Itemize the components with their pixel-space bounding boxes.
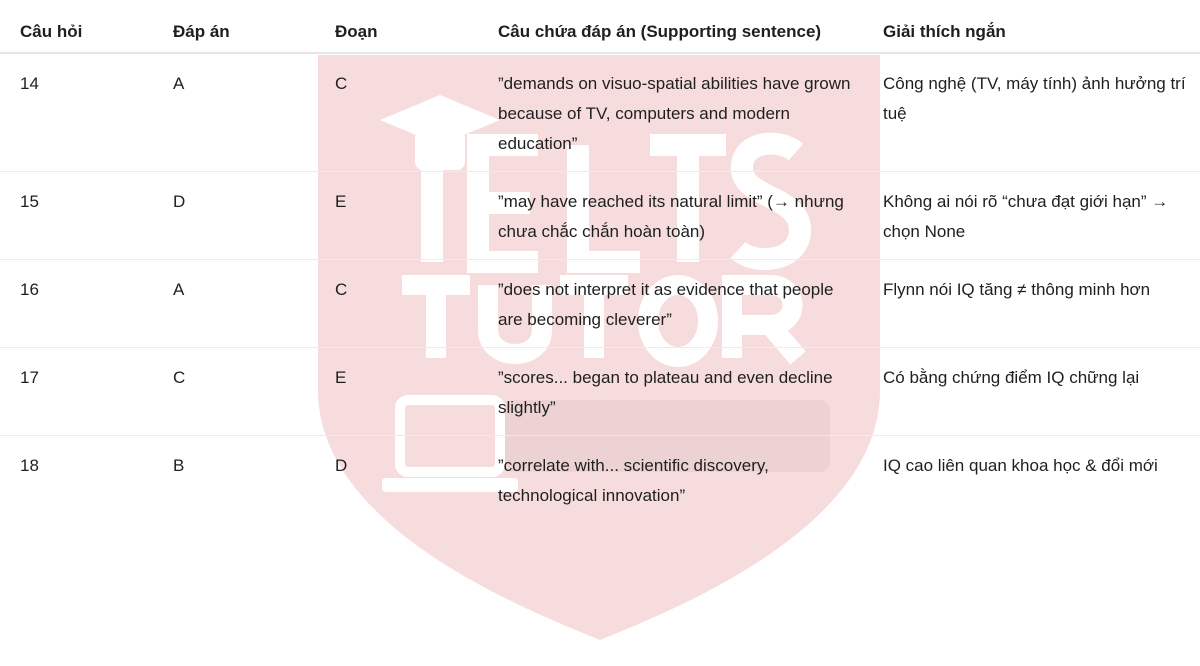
question-number: 17 bbox=[0, 348, 173, 436]
answer: A bbox=[173, 260, 335, 348]
header-question: Câu hỏi bbox=[0, 0, 173, 53]
header-explanation: Giải thích ngắn bbox=[883, 0, 1200, 53]
question-number: 16 bbox=[0, 260, 173, 348]
supporting-sentence: ”correlate with... scientific discovery, technological innovation” bbox=[498, 456, 769, 505]
table-row bbox=[0, 260, 1200, 348]
explanation: IQ cao liên quan khoa học & đổi mới bbox=[883, 456, 1158, 475]
question-number: 14 bbox=[0, 53, 173, 172]
paragraph: D bbox=[335, 456, 348, 475]
answer: C bbox=[173, 348, 335, 436]
paragraph: E bbox=[335, 172, 498, 260]
table-row bbox=[0, 172, 1200, 260]
supporting-sentence: ”does not interpret it as evidence that people are becoming cleverer” bbox=[498, 260, 883, 348]
supporting-sentence: ”may have reached its natural limit” (→ nhưng chưa chắc chắn hoàn toàn) bbox=[498, 172, 883, 260]
paragraph: C bbox=[335, 260, 498, 348]
paragraph: C bbox=[335, 53, 498, 172]
paragraph: E bbox=[335, 348, 498, 436]
table-header-row bbox=[0, 0, 1200, 53]
answer: A bbox=[173, 53, 335, 172]
explanation: Có bằng chứng điểm IQ chững lại bbox=[883, 348, 1200, 436]
answer: D bbox=[173, 172, 335, 260]
header-paragraph: Đoạn bbox=[335, 0, 498, 53]
table-row bbox=[0, 436, 1200, 524]
header-supporting-sentence: Câu chứa đáp án (Supporting sentence) bbox=[498, 0, 883, 53]
question-number: 15 bbox=[0, 172, 173, 260]
explanation: Không ai nói rõ “chưa đạt giới hạn” → chọn None bbox=[883, 172, 1200, 260]
header-answer: Đáp án bbox=[173, 0, 335, 53]
question-number: 18 bbox=[20, 456, 39, 475]
answer: B bbox=[173, 456, 185, 475]
explanation: Flynn nói IQ tăng ≠ thông minh hơn bbox=[883, 260, 1200, 348]
supporting-sentence: ”scores... began to plateau and even decline slightly” bbox=[498, 348, 883, 436]
supporting-sentence: ”demands on visuo-spatial abilities have grown because of TV, computers and modern education” bbox=[498, 53, 883, 172]
table-row bbox=[0, 348, 1200, 436]
table-row bbox=[0, 53, 1200, 172]
explanation: Công nghệ (TV, máy tính) ảnh hưởng trí tuệ bbox=[883, 53, 1200, 172]
